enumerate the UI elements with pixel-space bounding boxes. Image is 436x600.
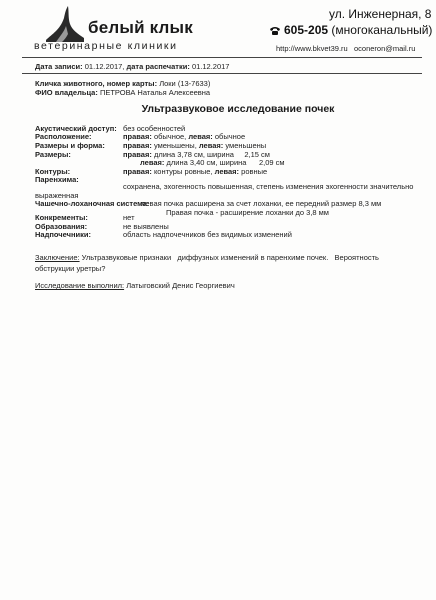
masses-value: не выявлены bbox=[123, 222, 169, 231]
phone-number: 605-205 bbox=[284, 23, 329, 37]
phone-note: (многоканальный) bbox=[331, 23, 433, 37]
adrenal-value: область надпочечников без видимых изменений bbox=[123, 230, 292, 239]
location-value bbox=[123, 132, 245, 141]
record-date-label: Дата записи: bbox=[35, 62, 83, 71]
size-left bbox=[140, 158, 285, 167]
owner-label: ФИО владельца: bbox=[35, 88, 98, 97]
clinic-phone bbox=[284, 23, 432, 37]
shape-label: Размеры и форма: bbox=[35, 141, 105, 150]
print-date: 01.12.2017 bbox=[191, 62, 230, 71]
performer bbox=[35, 280, 415, 291]
clinic-website[interactable]: http://www.bkvet39.ru bbox=[276, 44, 348, 53]
contour-right-label: правая: bbox=[123, 167, 152, 176]
clinic-address: ул. Инженерная, 8 bbox=[329, 7, 432, 21]
conclusion-text: Ультразвуковые признаки диффузных изменений в паренхиме почек. Вероятность обструкции уретры? bbox=[35, 253, 386, 273]
animal-value: Локи (13-7633) bbox=[159, 79, 211, 88]
size-right-label: правая: bbox=[123, 150, 152, 159]
shape-right-label: правая: bbox=[123, 141, 152, 150]
brand-name: белый клык bbox=[88, 18, 193, 37]
shape-left-label: левая: bbox=[198, 141, 224, 150]
location-right-label: правая: bbox=[123, 132, 152, 141]
size-left-value: длина 3,40 см, ширина 2,09 см bbox=[166, 158, 285, 167]
size-right-value: длина 3,78 см, ширина 2,15 см bbox=[153, 150, 270, 159]
shape-left-value: уменьшены bbox=[225, 141, 267, 150]
location-left-value: обычное bbox=[214, 132, 246, 141]
size-left-label: левая: bbox=[140, 158, 165, 167]
parenchyma-value: сохранена, эхогенность повышенная, степень изменения эхогенности значительно bbox=[123, 182, 414, 191]
pelvis-value-2: Правая почка - расширение лоханки до 3,8 мм bbox=[166, 208, 329, 217]
performer-label: Исследование выполнил: bbox=[35, 281, 125, 290]
record-dates bbox=[35, 62, 229, 71]
shape-right-value: уменьшены, bbox=[153, 141, 197, 150]
masses-label: Образования: bbox=[35, 222, 88, 231]
access-label: Акустический доступ: bbox=[35, 124, 117, 133]
logo-icon bbox=[42, 4, 86, 44]
location-right-value: обычное, bbox=[153, 132, 187, 141]
brand-subtitle: ветеринарные клиники bbox=[34, 40, 178, 52]
parenchyma-label: Паренхима: bbox=[35, 175, 79, 184]
contour-left-label: левая: bbox=[214, 167, 240, 176]
print-date-label: дата распечатки: bbox=[126, 62, 190, 71]
parenchyma-wrap: выраженная bbox=[35, 191, 79, 200]
pelvis-value: левая почка расширена за счет лоханки, ее передний размер 8,3 мм bbox=[141, 199, 382, 208]
pelvis-label: Чашечно-лоханочная система: bbox=[35, 199, 150, 208]
owner-value: ПЕТРОВА Наталья Алексеевна bbox=[99, 88, 211, 97]
document-title: Ультразвуковое исследование почек bbox=[141, 103, 335, 115]
stones-label: Конкременты: bbox=[35, 213, 88, 222]
record-date: 01.12.2017, bbox=[84, 62, 125, 71]
owner-row bbox=[35, 88, 210, 97]
contour-right-value: контуры ровные, bbox=[153, 167, 213, 176]
phone-icon bbox=[269, 26, 281, 36]
size-label: Размеры: bbox=[35, 150, 71, 159]
conclusion bbox=[35, 252, 415, 274]
adrenal-label: Надпочечники: bbox=[35, 230, 91, 239]
contour-label: Контуры: bbox=[35, 167, 71, 176]
header-divider bbox=[22, 57, 422, 58]
animal-label: Кличка животного, номер карты: bbox=[35, 79, 158, 88]
conclusion-label: Заключение: bbox=[35, 253, 80, 262]
access-value: без особенностей bbox=[123, 124, 186, 133]
contour-value bbox=[123, 167, 267, 176]
contour-left-value: ровные bbox=[241, 167, 268, 176]
shape-value bbox=[123, 141, 266, 150]
stones-value: нет bbox=[123, 213, 135, 222]
location-left-label: левая: bbox=[188, 132, 213, 141]
performer-name: Латыговский Денис Георгиевич bbox=[126, 281, 235, 290]
meta-divider bbox=[22, 73, 422, 74]
clinic-email[interactable]: oconeron@mail.ru bbox=[354, 44, 416, 53]
animal-row bbox=[35, 79, 210, 88]
location-label: Расположение: bbox=[35, 132, 92, 141]
